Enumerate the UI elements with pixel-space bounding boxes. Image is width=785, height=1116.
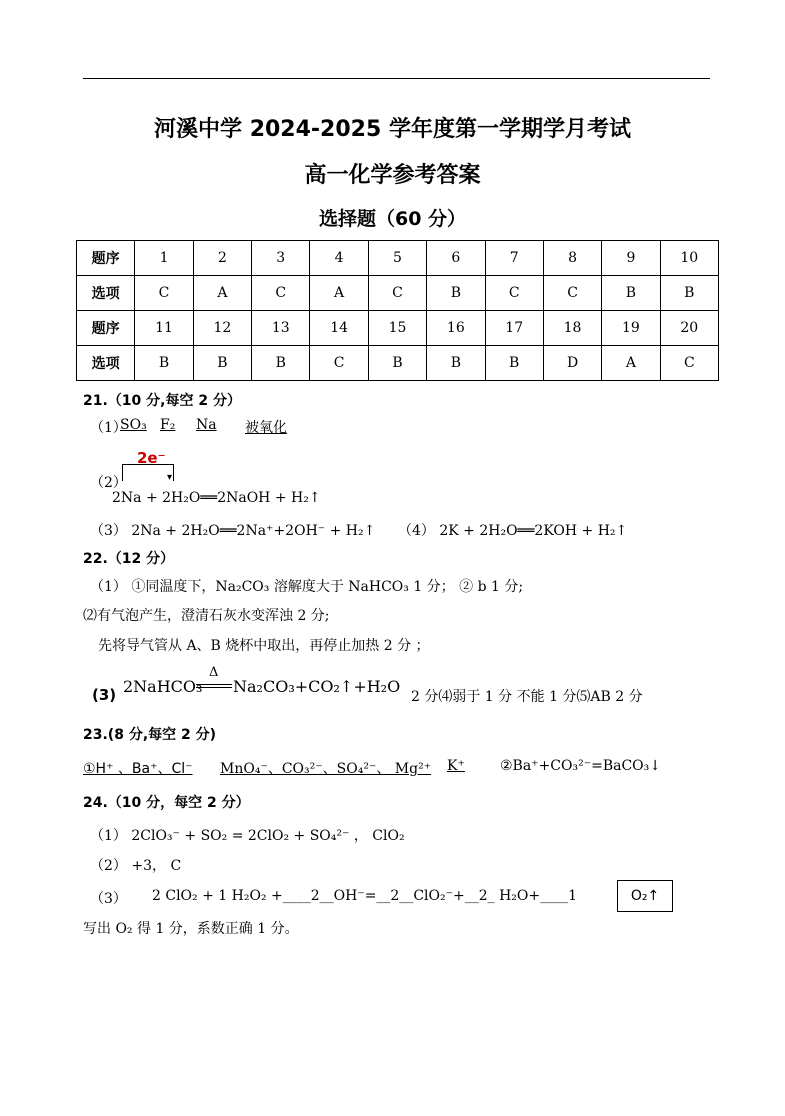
table-cell: 7 <box>485 241 543 276</box>
table-cell: C <box>660 346 718 381</box>
table-cell: 13 <box>252 311 310 346</box>
table-cell: D <box>543 346 601 381</box>
q22-line-1: （1） ①同温度下，Na₂CO₃ 溶解度大于 NaHCO₃ 1 分； ② b 1 分; <box>90 579 524 595</box>
electron-transfer-label: 2e⁻ <box>137 449 166 467</box>
table-cell: 2 <box>193 241 251 276</box>
q22-equation-rhs: Na₂CO₃+CO₂↑+H₂O <box>233 677 401 696</box>
q21-part1-label: （1） <box>90 420 127 436</box>
q24-scoring-note: 写出 O₂ 得 1 分，系数正确 1 分。 <box>83 921 299 937</box>
heat-symbol: Δ <box>209 665 219 680</box>
table-cell: C <box>368 276 426 311</box>
table-row-header: 选项 <box>77 276 135 311</box>
q23-answer-c: K⁺ <box>447 758 465 774</box>
table-cell: A <box>310 276 368 311</box>
table-cell: 6 <box>427 241 485 276</box>
table-cell: C <box>543 276 601 311</box>
table-cell: C <box>135 276 193 311</box>
q21-equation-3: （3） 2Na + 2H₂O══2Na⁺+2OH⁻ + H₂↑ <box>90 523 376 539</box>
table-cell: 10 <box>660 241 718 276</box>
table-cell: 18 <box>543 311 601 346</box>
table-cell: A <box>193 276 251 311</box>
table-cell: B <box>135 346 193 381</box>
table-cell: 11 <box>135 311 193 346</box>
q21-answer-c: Na <box>196 417 217 433</box>
q22-heading: 22.（12 分） <box>83 551 175 567</box>
q21-answer-b: F₂ <box>160 417 176 433</box>
table-row <box>77 276 719 311</box>
q22-line-3: 先将导气管从 A、B 烧杯中取出，再停止加热 2 分 ； <box>98 638 430 654</box>
q21-answer-a: SO₃ <box>120 417 147 433</box>
table-cell: B <box>193 346 251 381</box>
table-cell: B <box>485 346 543 381</box>
q22-part3-label: (3) <box>92 686 117 704</box>
q23-answer-d: ②Ba⁺+CO₃²⁻=BaCO₃↓ <box>500 758 662 774</box>
table-row <box>77 241 719 276</box>
table-cell: B <box>660 276 718 311</box>
arrow-head-icon: ▾ <box>167 472 173 483</box>
table-cell: C <box>310 346 368 381</box>
table-cell: 20 <box>660 311 718 346</box>
table-cell: B <box>602 276 660 311</box>
q24-line-1: （1） 2ClO₃⁻ + SO₂ = 2ClO₂ + SO₄²⁻ ， ClO₂ <box>90 828 405 844</box>
q24-equation: 2 ClO₂ + 1 H₂O₂ +____2__OH⁻=__2__ClO₂⁻+__2_ H₂O+____1 <box>152 888 578 904</box>
q23-heading: 23.(8 分,每空 2 分) <box>83 727 217 743</box>
section-title: 选择题（60 分） <box>318 208 467 230</box>
equation-line-top <box>196 684 232 685</box>
q21-equation-2: 2Na + 2H₂O══2NaOH + H₂↑ <box>112 490 321 506</box>
table-cell: C <box>252 276 310 311</box>
table-row-header: 题序 <box>77 311 135 346</box>
q24-part3-label: （3） <box>90 891 127 907</box>
table-cell: 14 <box>310 311 368 346</box>
table-cell: 12 <box>193 311 251 346</box>
q24-heading: 24.（10 分，每空 2 分） <box>83 795 250 811</box>
table-cell: C <box>485 276 543 311</box>
table-cell: 5 <box>368 241 426 276</box>
table-cell: B <box>427 276 485 311</box>
table-row-header: 选项 <box>77 346 135 381</box>
q22-equation-lhs: 2NaHCO₃ <box>123 677 203 696</box>
table-row <box>77 346 719 381</box>
table-cell: 19 <box>602 311 660 346</box>
q21-heading: 21.（10 分,每空 2 分） <box>83 393 241 409</box>
table-cell: 3 <box>252 241 310 276</box>
q21-answer-d: 被氧化 <box>245 420 287 436</box>
table-cell: 9 <box>602 241 660 276</box>
q21-part2-label: （2） <box>90 475 127 491</box>
q24-oxygen-box: O₂↑ <box>617 880 673 912</box>
table-cell: B <box>368 346 426 381</box>
table-cell: A <box>602 346 660 381</box>
q22-line-2: ⑵有气泡产生，澄清石灰水变浑浊 2 分; <box>83 608 330 624</box>
table-cell: 16 <box>427 311 485 346</box>
table-row <box>77 311 719 346</box>
table-cell: 8 <box>543 241 601 276</box>
table-row-header: 题序 <box>77 241 135 276</box>
q22-line-4-tail: 2 分⑷弱于 1 分 不能 1 分⑸AB 2 分 <box>411 689 643 705</box>
q23-answer-b: MnO₄⁻、CO₃²⁻、SO₄²⁻、 Mg²⁺ <box>220 761 432 777</box>
table-cell: 4 <box>310 241 368 276</box>
q21-equation-4: （4） 2K + 2H₂O══2KOH + H₂↑ <box>398 523 628 539</box>
table-cell: B <box>252 346 310 381</box>
equation-line-bottom <box>196 687 232 688</box>
top-rule <box>83 78 710 79</box>
q23-answer-a: ①H⁺ 、Ba⁺、Cl⁻ <box>83 761 193 777</box>
page-subtitle: 高一化学参考答案 <box>304 163 481 188</box>
table-cell: B <box>427 346 485 381</box>
table-cell: 15 <box>368 311 426 346</box>
q24-line-2: （2） +3， C <box>90 858 182 874</box>
page-title: 河溪中学 2024-2025 学年度第一学期学月考试 <box>154 117 631 142</box>
answer-table <box>76 240 719 381</box>
table-cell: 17 <box>485 311 543 346</box>
table-cell: 1 <box>135 241 193 276</box>
